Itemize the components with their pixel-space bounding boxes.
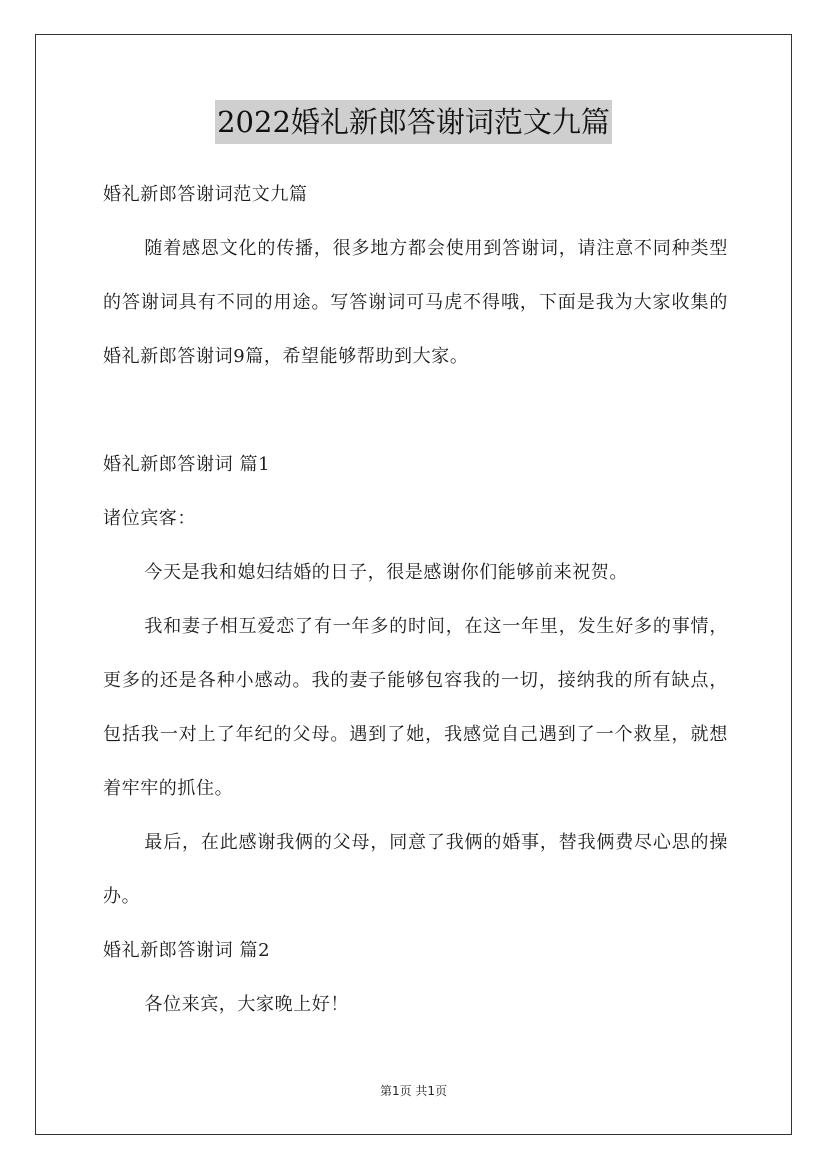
section-2-opening: 各位来宾，大家晚上好！	[144, 994, 349, 1015]
document-subtitle: 婚礼新郎答谢词范文九篇	[103, 184, 308, 205]
section-1-heading: 婚礼新郎答谢词 篇1	[103, 454, 271, 475]
page-number-label: 第1页 共1页	[379, 1084, 448, 1098]
intro-paragraph: 随着感恩文化的传播，很多地方都会使用到答谢词，请注意不同种类型的答谢词具有不同的用途。写答谢词可马虎不得哦，下面是我为大家收集的婚礼新郎答谢词9篇，希望能够帮助到大家。	[103, 238, 728, 367]
section-1-paragraph-1: 今天是我和媳妇结婚的日子，很是感谢你们能够前来祝贺。	[144, 562, 628, 583]
section-1-paragraph-2: 我和妻子相互爱恋了有一年多的时间，在这一年里，发生好多的事情，更多的还是各种小感动。我的妻子能够包容我的一切，接纳我的所有缺点，包括我一对上了年纪的父母。遇到了她，我感觉自己遇到了一个救星，就想着牢牢的抓住。	[103, 616, 728, 799]
document-body	[103, 168, 728, 1032]
title-wrap	[0, 100, 827, 144]
page-footer	[0, 1082, 827, 1099]
section-1-paragraph-3: 最后，在此感谢我俩的父母，同意了我俩的婚事，替我俩费尽心思的操办。	[103, 832, 728, 907]
document-title: 2022婚礼新郎答谢词范文九篇	[215, 100, 612, 144]
section-2-heading: 婚礼新郎答谢词 篇2	[103, 940, 271, 961]
section-1-salutation: 诸位宾客：	[103, 508, 196, 529]
